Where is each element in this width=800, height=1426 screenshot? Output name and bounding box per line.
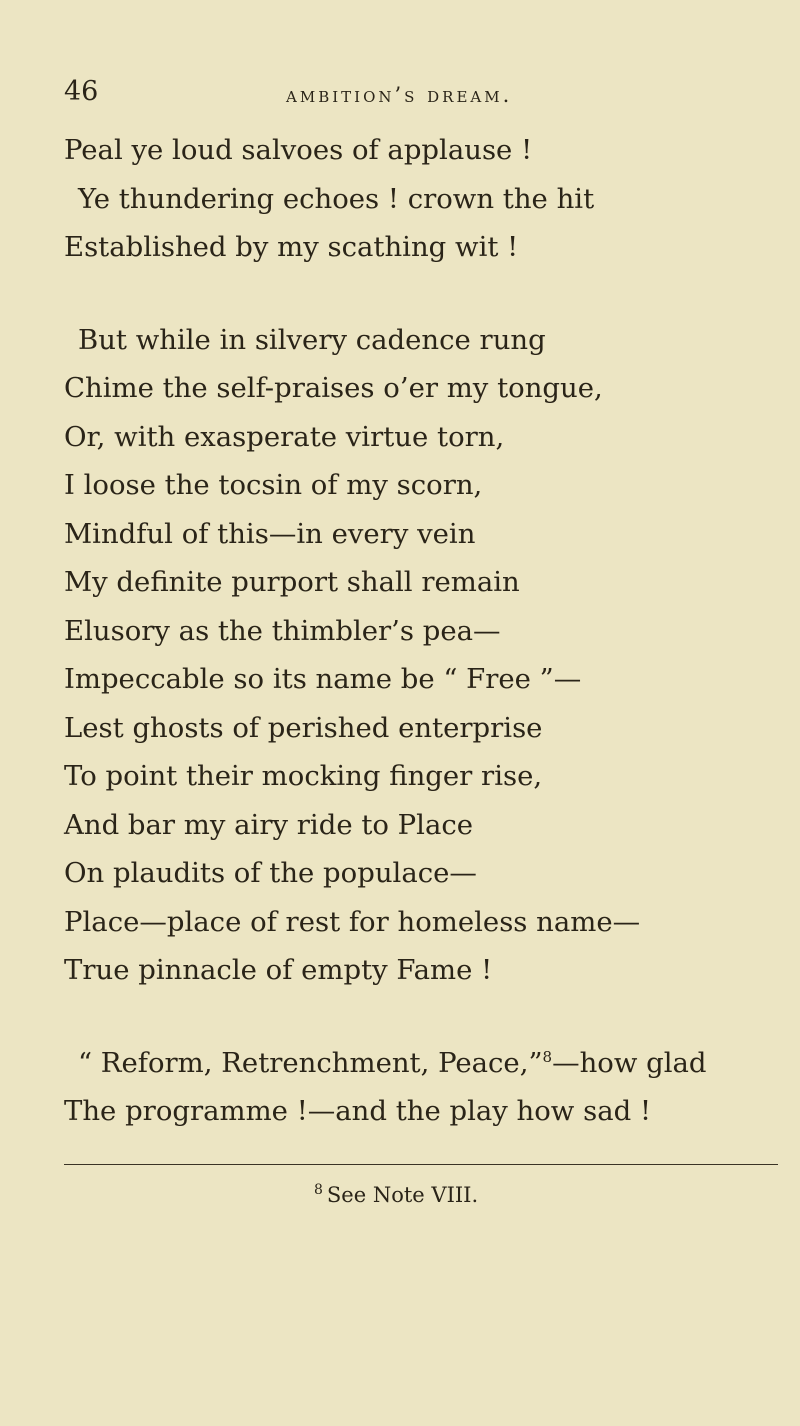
poem-line: Established by my scathing wit !	[64, 231, 519, 263]
poem-line: Mindful of this—in every vein	[64, 517, 476, 550]
poem-line: Impeccable so its name be “ Free ”—	[64, 663, 582, 695]
stanza-gap	[64, 272, 784, 316]
stanza-1	[64, 126, 784, 272]
poem-line-text: —how glad	[552, 1046, 707, 1079]
poem-line	[64, 1039, 784, 1088]
footnote	[314, 1182, 478, 1208]
poem-line-text: “ Reform, Retrenchment, Peace,”	[78, 1046, 543, 1079]
poem-line: Place—place of rest for homeless name—	[64, 905, 641, 938]
poem-line: Chime the self-praises o’er my tongue,	[64, 372, 603, 404]
stanza-2	[64, 316, 784, 995]
poem-line: But while in silvery cadence rung	[78, 323, 546, 356]
stanza-3	[64, 1039, 784, 1136]
poem-line: The programme !—and the play how sad !	[64, 1095, 651, 1127]
poem-line: True pinnacle of empty Fame !	[64, 954, 493, 986]
poem-line: And bar my airy ride to Place	[64, 808, 474, 841]
footnote-text: See Note VIII.	[326, 1183, 479, 1207]
poem-line: Peal ye loud salvoes of applause !	[64, 134, 533, 166]
poem-line: On plaudits of the populace—	[64, 857, 477, 889]
poem-line: I loose the tocsin of my scorn,	[64, 469, 483, 501]
poem-line: Or, with exasperate virtue torn,	[64, 420, 505, 453]
page-header	[64, 76, 764, 116]
footnote-rule	[64, 1164, 778, 1165]
poem-line: To point their mocking finger rise,	[64, 760, 543, 792]
poem-line: Elusory as the thimbler’s pea—	[64, 614, 501, 647]
footnote-mark: 8	[314, 1182, 323, 1198]
poem	[64, 126, 784, 1136]
poem-line: Lest ghosts of perished enterprise	[64, 711, 543, 744]
stanza-gap	[64, 995, 784, 1039]
footnote-reference: 8	[542, 1047, 553, 1066]
page-number: 46	[64, 76, 99, 107]
running-title: ambition’s dream.	[286, 83, 513, 107]
poem-line: My definite purport shall remain	[64, 566, 520, 598]
poem-line: Ye thundering echoes ! crown the hit	[78, 182, 595, 215]
